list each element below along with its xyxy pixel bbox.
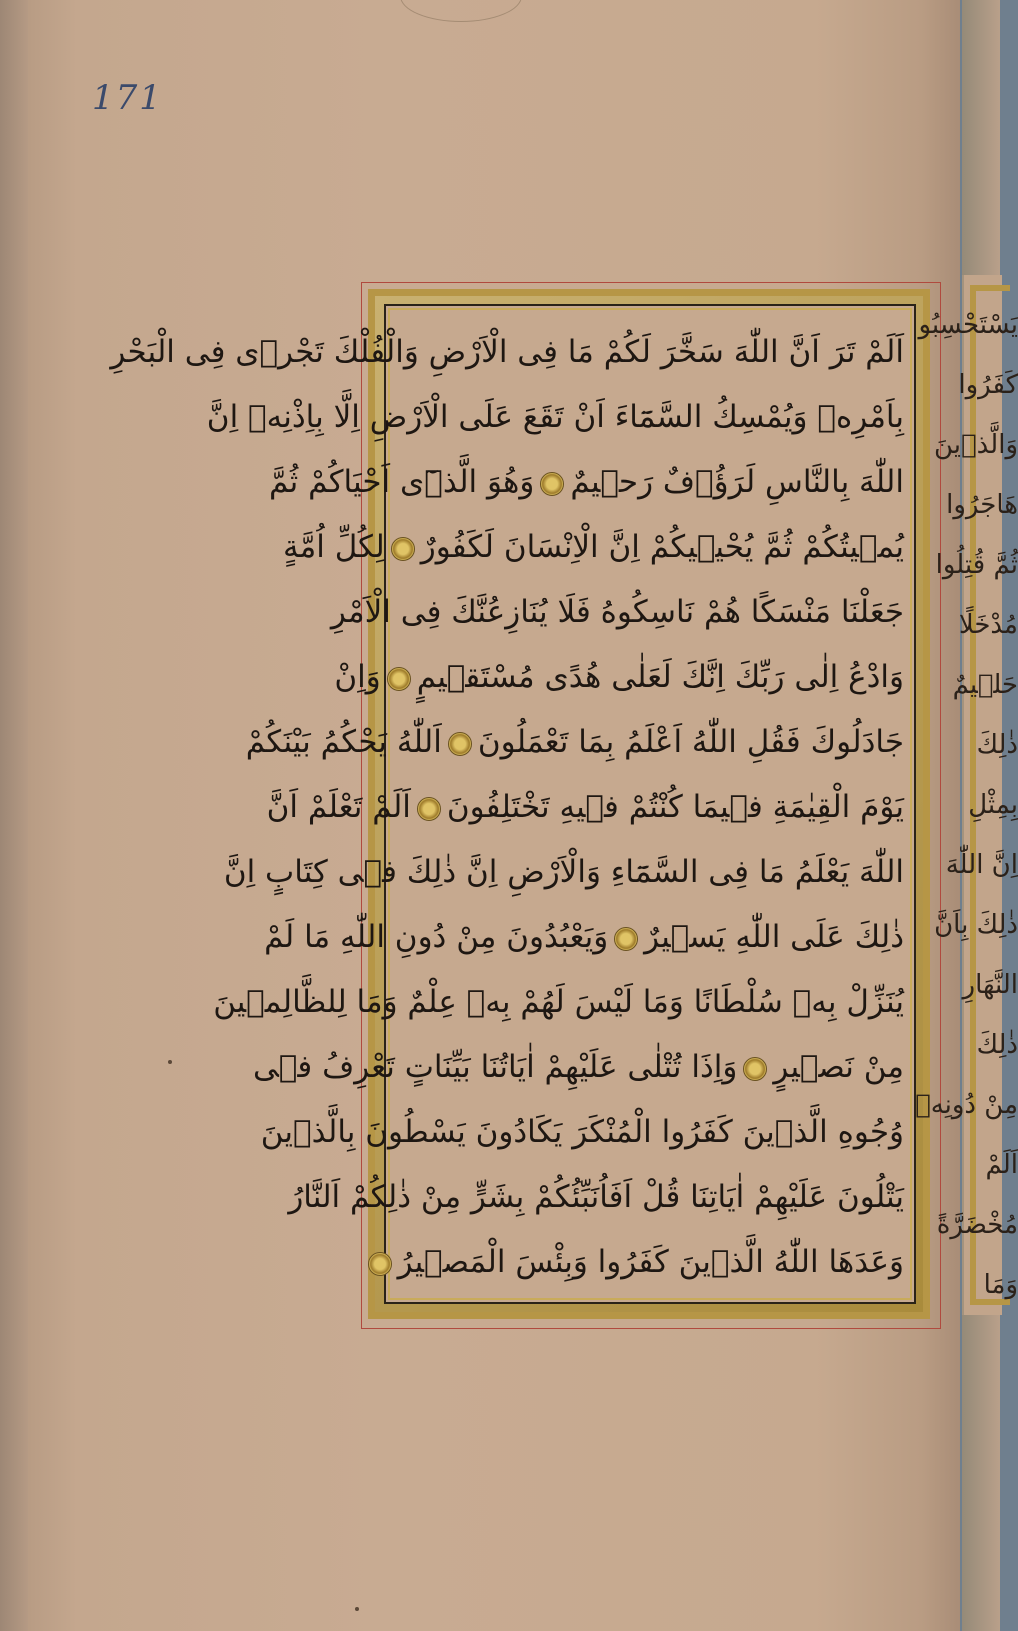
page-notch: [400, 0, 522, 22]
facing-page-line: كَفَرُوا: [958, 370, 1018, 400]
facing-page-line: ذٰلِكَ: [976, 730, 1018, 760]
text-segment: وَاِنْ: [334, 659, 381, 695]
text-line: [252, 1037, 904, 1097]
facing-page-line: ذٰلِكَ: [976, 1030, 1018, 1060]
facing-page-line: هَاجَرُوا: [946, 490, 1018, 520]
text-segment: وَادْعُ اِلٰى رَبِّكَ اِنَّكَ لَعَلٰى هُدًى مُسْتَقٖيمٍ: [416, 659, 904, 695]
facing-page-line: اَلَمْ: [985, 1150, 1018, 1180]
facing-page-line: بِمِثْلِ: [968, 790, 1018, 820]
text-line: [269, 452, 904, 512]
verse-marker-icon: [614, 927, 638, 951]
paper-spot: [355, 1607, 359, 1611]
text-segment: وُجُوهِ الَّذٖينَ كَفَرُوا الْمُنْكَرَ يَكَادُونَ يَسْطُونَ بِالَّذٖينَ: [260, 1114, 904, 1150]
text-segment: اللّٰهَ بِالنَّاسِ لَرَؤُ۫فٌ رَحٖيمٌ: [570, 464, 904, 500]
text-segment: لِكُلِّ اُمَّةٍ: [283, 529, 385, 565]
text-line: [398, 1232, 904, 1292]
facing-page-line: مِنْ دُونِهٖ: [915, 1090, 1018, 1120]
paper-spot: [168, 1060, 172, 1064]
facing-page-fragment: [915, 275, 1018, 1315]
text-segment: وَاِذَا تُتْلٰى عَلَيْهِمْ اٰيَاتُنَا بَيِّنَاتٍ تَعْرِفُ فٖى: [252, 1049, 738, 1085]
text-line: [260, 1102, 904, 1162]
text-line: [245, 712, 904, 772]
facing-page-line: ذٰلِكَ بِاَنَّ: [934, 910, 1018, 940]
text-segment: يَوْمَ الْقِيٰمَةِ فٖيمَا كُنْتُمْ فٖيهِ تَخْتَلِفُونَ: [446, 789, 904, 825]
text-segment: اَلَمْ تَعْلَمْ اَنَّ: [266, 789, 411, 825]
text-segment: جَادَلُوكَ فَقُلِ اللّٰهُ اَعْلَمُ بِمَا تَعْمَلُونَ: [477, 724, 904, 760]
text-segment: وَيَعْبُدُونَ مِنْ دُونِ اللّٰهِ مَا لَمْ: [264, 919, 609, 955]
text-segment: اللّٰهَ يَعْلَمُ مَا فِى السَّمَٓاءِ وَالْاَرْضِ اِنَّ ذٰلِكَ فٖى كِتَابٍ اِنَّ: [223, 854, 904, 890]
text-line: [206, 387, 904, 447]
text-segment: وَعَدَهَا اللّٰهُ الَّذٖينَ كَفَرُوا وَبِئْسَ الْمَصٖيرُ: [397, 1244, 904, 1280]
facing-page-line: ثُمَّ قُتِلُوا: [935, 550, 1018, 580]
facing-page-line: وَالَّذٖينَ: [934, 430, 1018, 460]
text-line: [223, 842, 904, 902]
facing-page-line: مُخْضَرَّةً: [936, 1210, 1018, 1240]
folio-number: 171: [92, 78, 163, 118]
text-line: [288, 1167, 904, 1227]
verse-marker-icon: [391, 537, 415, 561]
facing-page-line: مُدْخَلًا: [958, 610, 1018, 640]
facing-page-line: وَمَا: [983, 1270, 1018, 1300]
facing-page-text: [915, 295, 1018, 1315]
verse-marker-icon: [368, 1252, 392, 1276]
text-segment: اَلَمْ تَرَ اَنَّ اللّٰهَ سَخَّرَ لَكُمْ مَا فِى الْاَرْضِ وَالْفُلْكَ تَجْرٖى فِى الْبَحْرِ: [110, 334, 904, 370]
text-segment: جَعَلْنَا مَنْسَكًا هُمْ نَاسِكُوهُ فَلَا يُنَازِعُنَّكَ فِى الْاَمْرِ: [330, 594, 904, 630]
verse-marker-icon: [417, 797, 441, 821]
facing-page-line: النَّهَارِ: [962, 970, 1018, 1000]
text-segment: يَتْلُونَ عَلَيْهِمْ اٰيَاتِنَا قُلْ اَفَاُنَبِّئُكُمْ بِشَرٍّ مِنْ ذٰلِكُمْ اَلنَّارُ: [288, 1179, 904, 1215]
verse-marker-icon: [387, 667, 411, 691]
text-line: [266, 777, 904, 837]
text-segment: بِاَمْرِهٖ وَيُمْسِكُ السَّمَٓاءَ اَنْ تَقَعَ عَلَى الْاَرْضِ اِلَّا بِاِذْنِهٖ اِنَّ: [206, 399, 904, 435]
calligraphy-text-block: [110, 322, 904, 1292]
text-segment: ذٰلِكَ عَلَى اللّٰهِ يَسٖيرٌ: [644, 919, 904, 955]
text-line: [110, 322, 904, 382]
text-line: [330, 582, 904, 642]
text-segment: مِنْ نَصٖيرٍ: [773, 1049, 904, 1085]
verse-marker-icon: [448, 732, 472, 756]
text-segment: وَهُوَ الَّذٖٓى اَحْيَاكُمْ ثُمَّ: [269, 464, 535, 500]
facing-page-line: اِنَّ اللّٰهَ: [945, 850, 1018, 880]
page-gutter: [0, 0, 28, 1631]
verse-marker-icon: [540, 472, 564, 496]
facing-page-line: يَسْتَحْسِبُو: [918, 310, 1018, 340]
text-line: [213, 972, 904, 1032]
facing-page-line: حَلٖيمٌ: [952, 670, 1018, 700]
text-segment: يُمٖيتُكُمْ ثُمَّ يُحْيٖيكُمْ اِنَّ الْاِنْسَانَ لَكَفُورٌ: [420, 529, 904, 565]
verse-marker-icon: [743, 1057, 767, 1081]
text-line: [334, 647, 904, 707]
text-segment: اَللّٰهُ يَحْكُمُ بَيْنَكُمْ: [245, 724, 442, 760]
text-line: [283, 517, 904, 577]
text-line: [264, 907, 904, 967]
text-segment: يُنَزِّلْ بِهٖ سُلْطَانًا وَمَا لَيْسَ لَهُمْ بِهٖ عِلْمٌ وَمَا لِلظَّالِمٖينَ: [213, 984, 904, 1020]
